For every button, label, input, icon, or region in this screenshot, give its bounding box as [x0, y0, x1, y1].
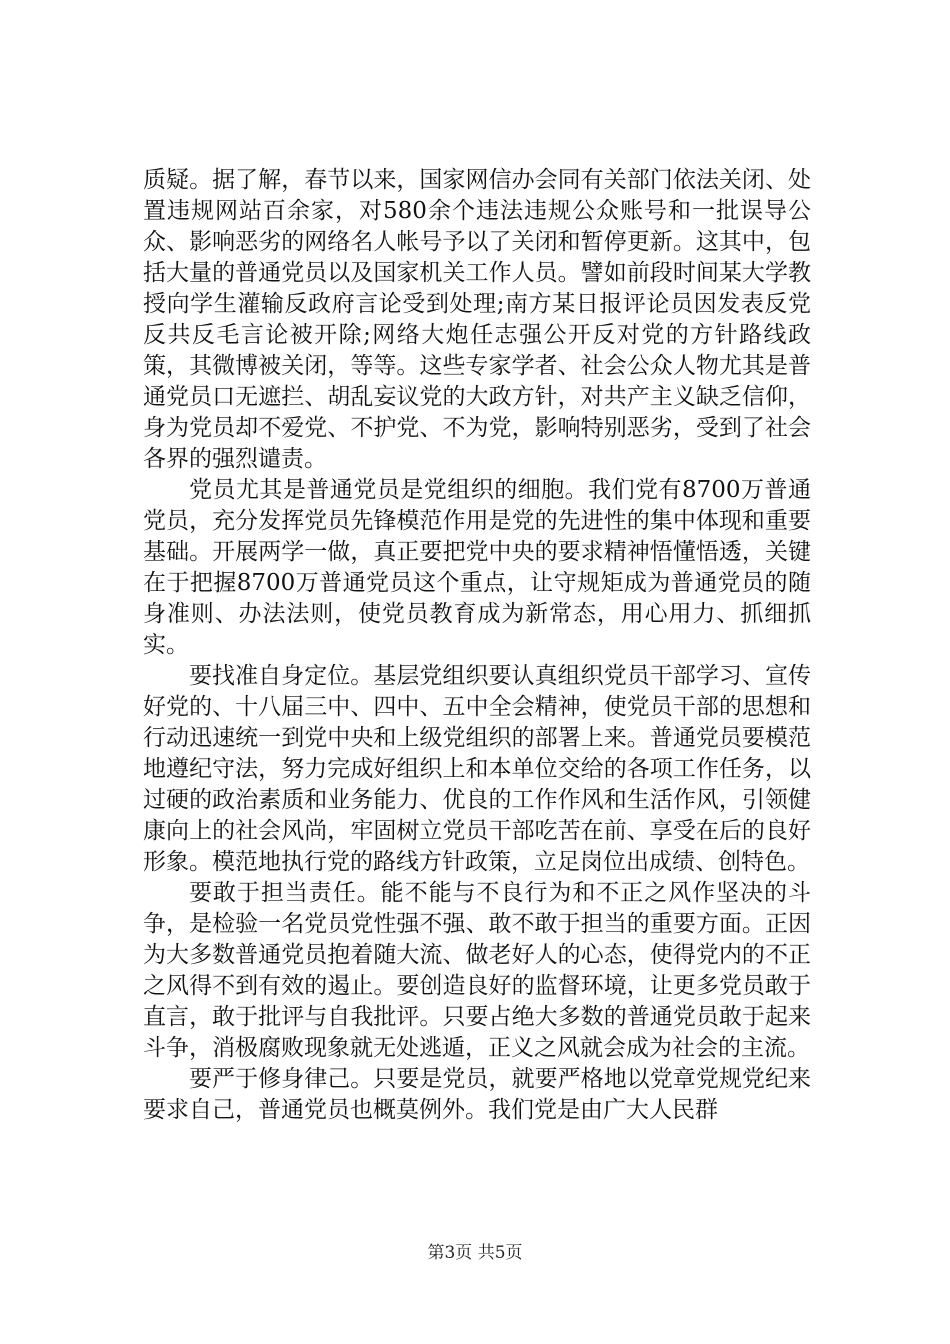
- paragraph-party-members: 党员尤其是普通党员是党组织的细胞。我们党有8700万普通党员，充分发挥党员先锋模范作用是党的先进性的集中体现和重要基础。开展两学一做，真正要把党中央的要求精神悟懂悟透，关键在于把握8700万普通党员这个重点，让守规矩成为普通党员的随身准则、办法法则，使党员教育成为新常态，用心用力、抓细抓实。: [143, 477, 811, 658]
- document-body: [143, 165, 811, 1126]
- paragraph-positioning: 要找准自身定位。基层党组织要认真组织党员干部学习、宣传好党的、十八届三中、四中、五中全会精神，使党员干部的思想和行动迅速统一到党中央和上级党组织的部署上来。普通党员要模范地遵纪守法，努力完成好组织上和本单位交给的各项工作任务，以过硬的政治素质和业务能力、优良的工作作风和生活作风，引领健康向上的社会风尚，牢固树立党员干部吃苦在前、享受在后的良好形象。模范地执行党的路线方针政策，立足岗位出成绩、创特色。: [143, 663, 811, 875]
- page-footer: 第3页 共5页: [427, 1243, 523, 1263]
- paragraph-self-discipline: 要严于修身律己。只要是党员，就要严格地以党章党规党纪来要求自己，普通党员也概莫例外。我们党是由广大人民群: [143, 1066, 811, 1123]
- paragraph-responsibility: 要敢于担当责任。能不能与不良行为和不正之风作坚决的斗争，是检验一名党员党性强不强、敢不敢于担当的重要方面。正因为大多数普通党员抱着随大流、做老好人的心态，使得党内的不正之风得不到有效的遏止。要创造良好的监督环境，让更多党员敢于直言，敢于批评与自我批评。只要占绝大多数的普通党员敢于起来斗争，消极腐败现象就无处逃遁，正义之风就会成为社会的主流。: [143, 880, 811, 1061]
- paragraph-continued: 质疑。据了解，春节以来，国家网信办会同有关部门依法关闭、处置违规网站百余家，对580余个违法违规公众账号和一批误导公众、影响恶劣的网络名人帐号予以了关闭和暂停更新。这其中，包括大量的普通党员以及国家机关工作人员。譬如前段时间某大学教授向学生灌输反政府言论受到处理;南方某日报评论员因发表反党反共反毛言论被开除;网络大炮任志强公开反对党的方针路线政策，其微博被关闭，等等。这些专家学者、社会公众人物尤其是普通党员口无遮拦、胡乱妄议党的大政方针，对共产主义缺乏信仰，身为党员却不爱党、不护党、不为党，影响特别恶劣，受到了社会各界的强烈谴责。: [143, 167, 811, 472]
